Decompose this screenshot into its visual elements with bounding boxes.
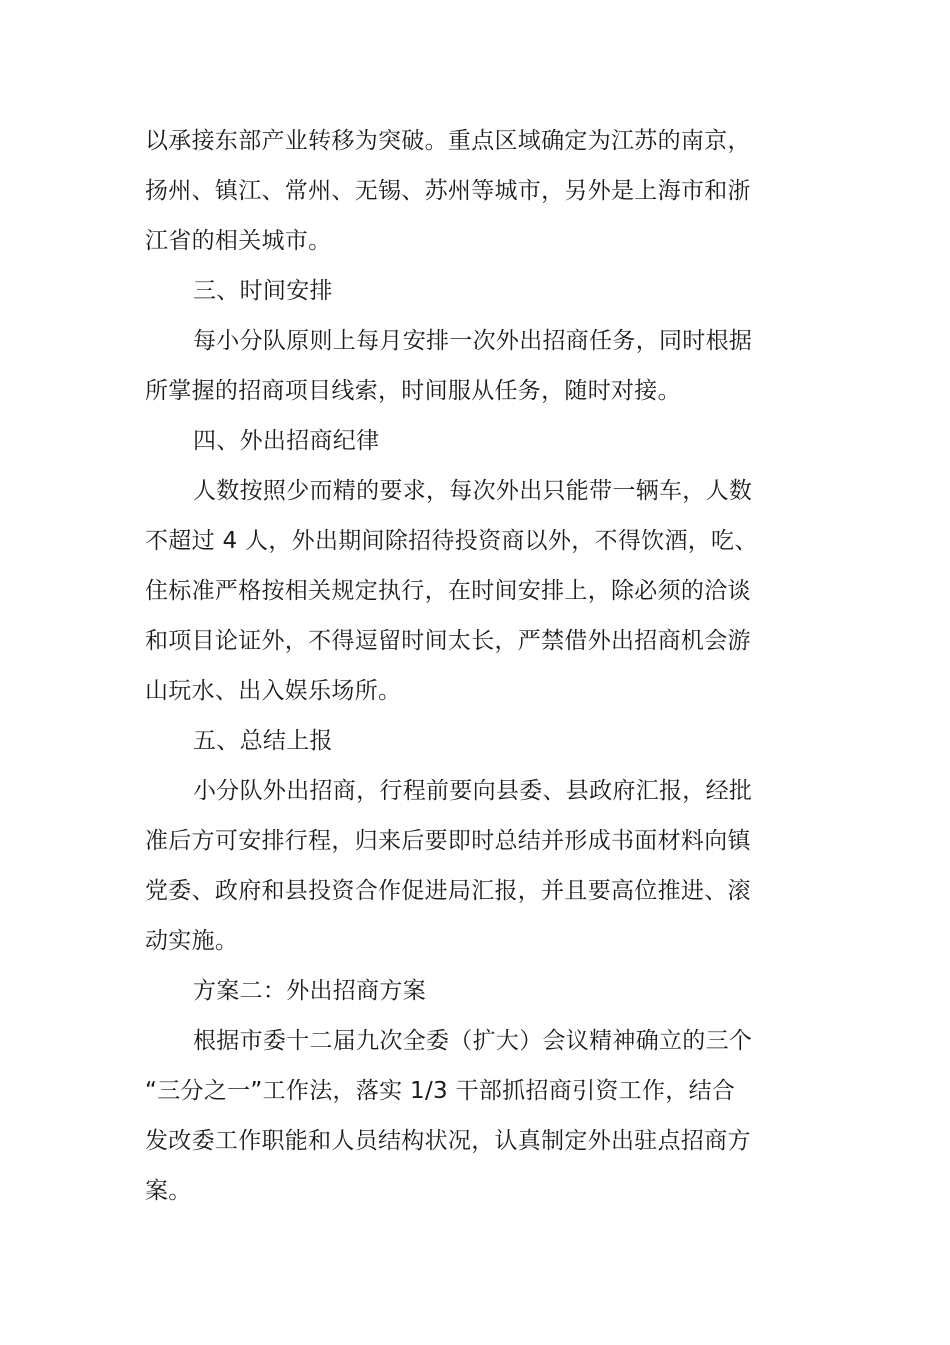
body-line-11: 和项目论证外，不得逗留时间太长，严禁借外出招商机会游 xyxy=(145,628,751,654)
body-line-16: 党委、政府和县投资合作促进局汇报，并且要高位推进、滚 xyxy=(145,878,751,904)
body-line-19: 根据市委十二届九次全委（扩大）会议精神确立的三个 xyxy=(193,1028,753,1054)
body-line-12: 山玩水、出入娱乐场所。 xyxy=(145,678,402,704)
body-line-20: “三分之一”工作法，落实 1/3 干部抓招商引资工作，结合 xyxy=(145,1078,736,1104)
body-line-2: 扬州、镇江、常州、无锡、苏州等城市，另外是上海市和浙 xyxy=(145,178,751,204)
body-line-21: 发改委工作职能和人员结构状况，认真制定外出驻点招商方 xyxy=(145,1128,751,1154)
body-line-14: 小分队外出招商，行程前要向县委、县政府汇报，经批 xyxy=(193,778,753,804)
body-line-10: 住标准严格按相关规定执行，在时间安排上，除必须的洽谈 xyxy=(145,578,751,604)
body-line-1: 以承接东部产业转移为突破。重点区域确定为江苏的南京， xyxy=(145,128,751,154)
body-line-5: 每小分队原则上每月安排一次外出招商任务，同时根据 xyxy=(193,328,753,354)
body-line-6: 所掌握的招商项目线索，时间服从任务，随时对接。 xyxy=(145,378,681,404)
body-line-17: 动实施。 xyxy=(145,928,239,954)
body-line-3: 江省的相关城市。 xyxy=(145,228,332,254)
section-heading-time-arrangement: 三、时间安排 xyxy=(193,278,333,304)
body-line-15: 准后方可安排行程，归来后要即时总结并形成书面材料向镇 xyxy=(145,828,751,854)
body-line-9: 不超过 4 人，外出期间除招待投资商以外，不得饮酒，吃、 xyxy=(145,528,758,554)
body-line-8: 人数按照少而精的要求，每次外出只能带一辆车，人数 xyxy=(193,478,753,504)
section-heading-summary-report: 五、总结上报 xyxy=(193,728,333,754)
section-heading-plan-two: 方案二：外出招商方案 xyxy=(193,978,426,1004)
section-heading-discipline: 四、外出招商纪律 xyxy=(193,428,380,454)
body-line-22: 案。 xyxy=(145,1178,192,1204)
